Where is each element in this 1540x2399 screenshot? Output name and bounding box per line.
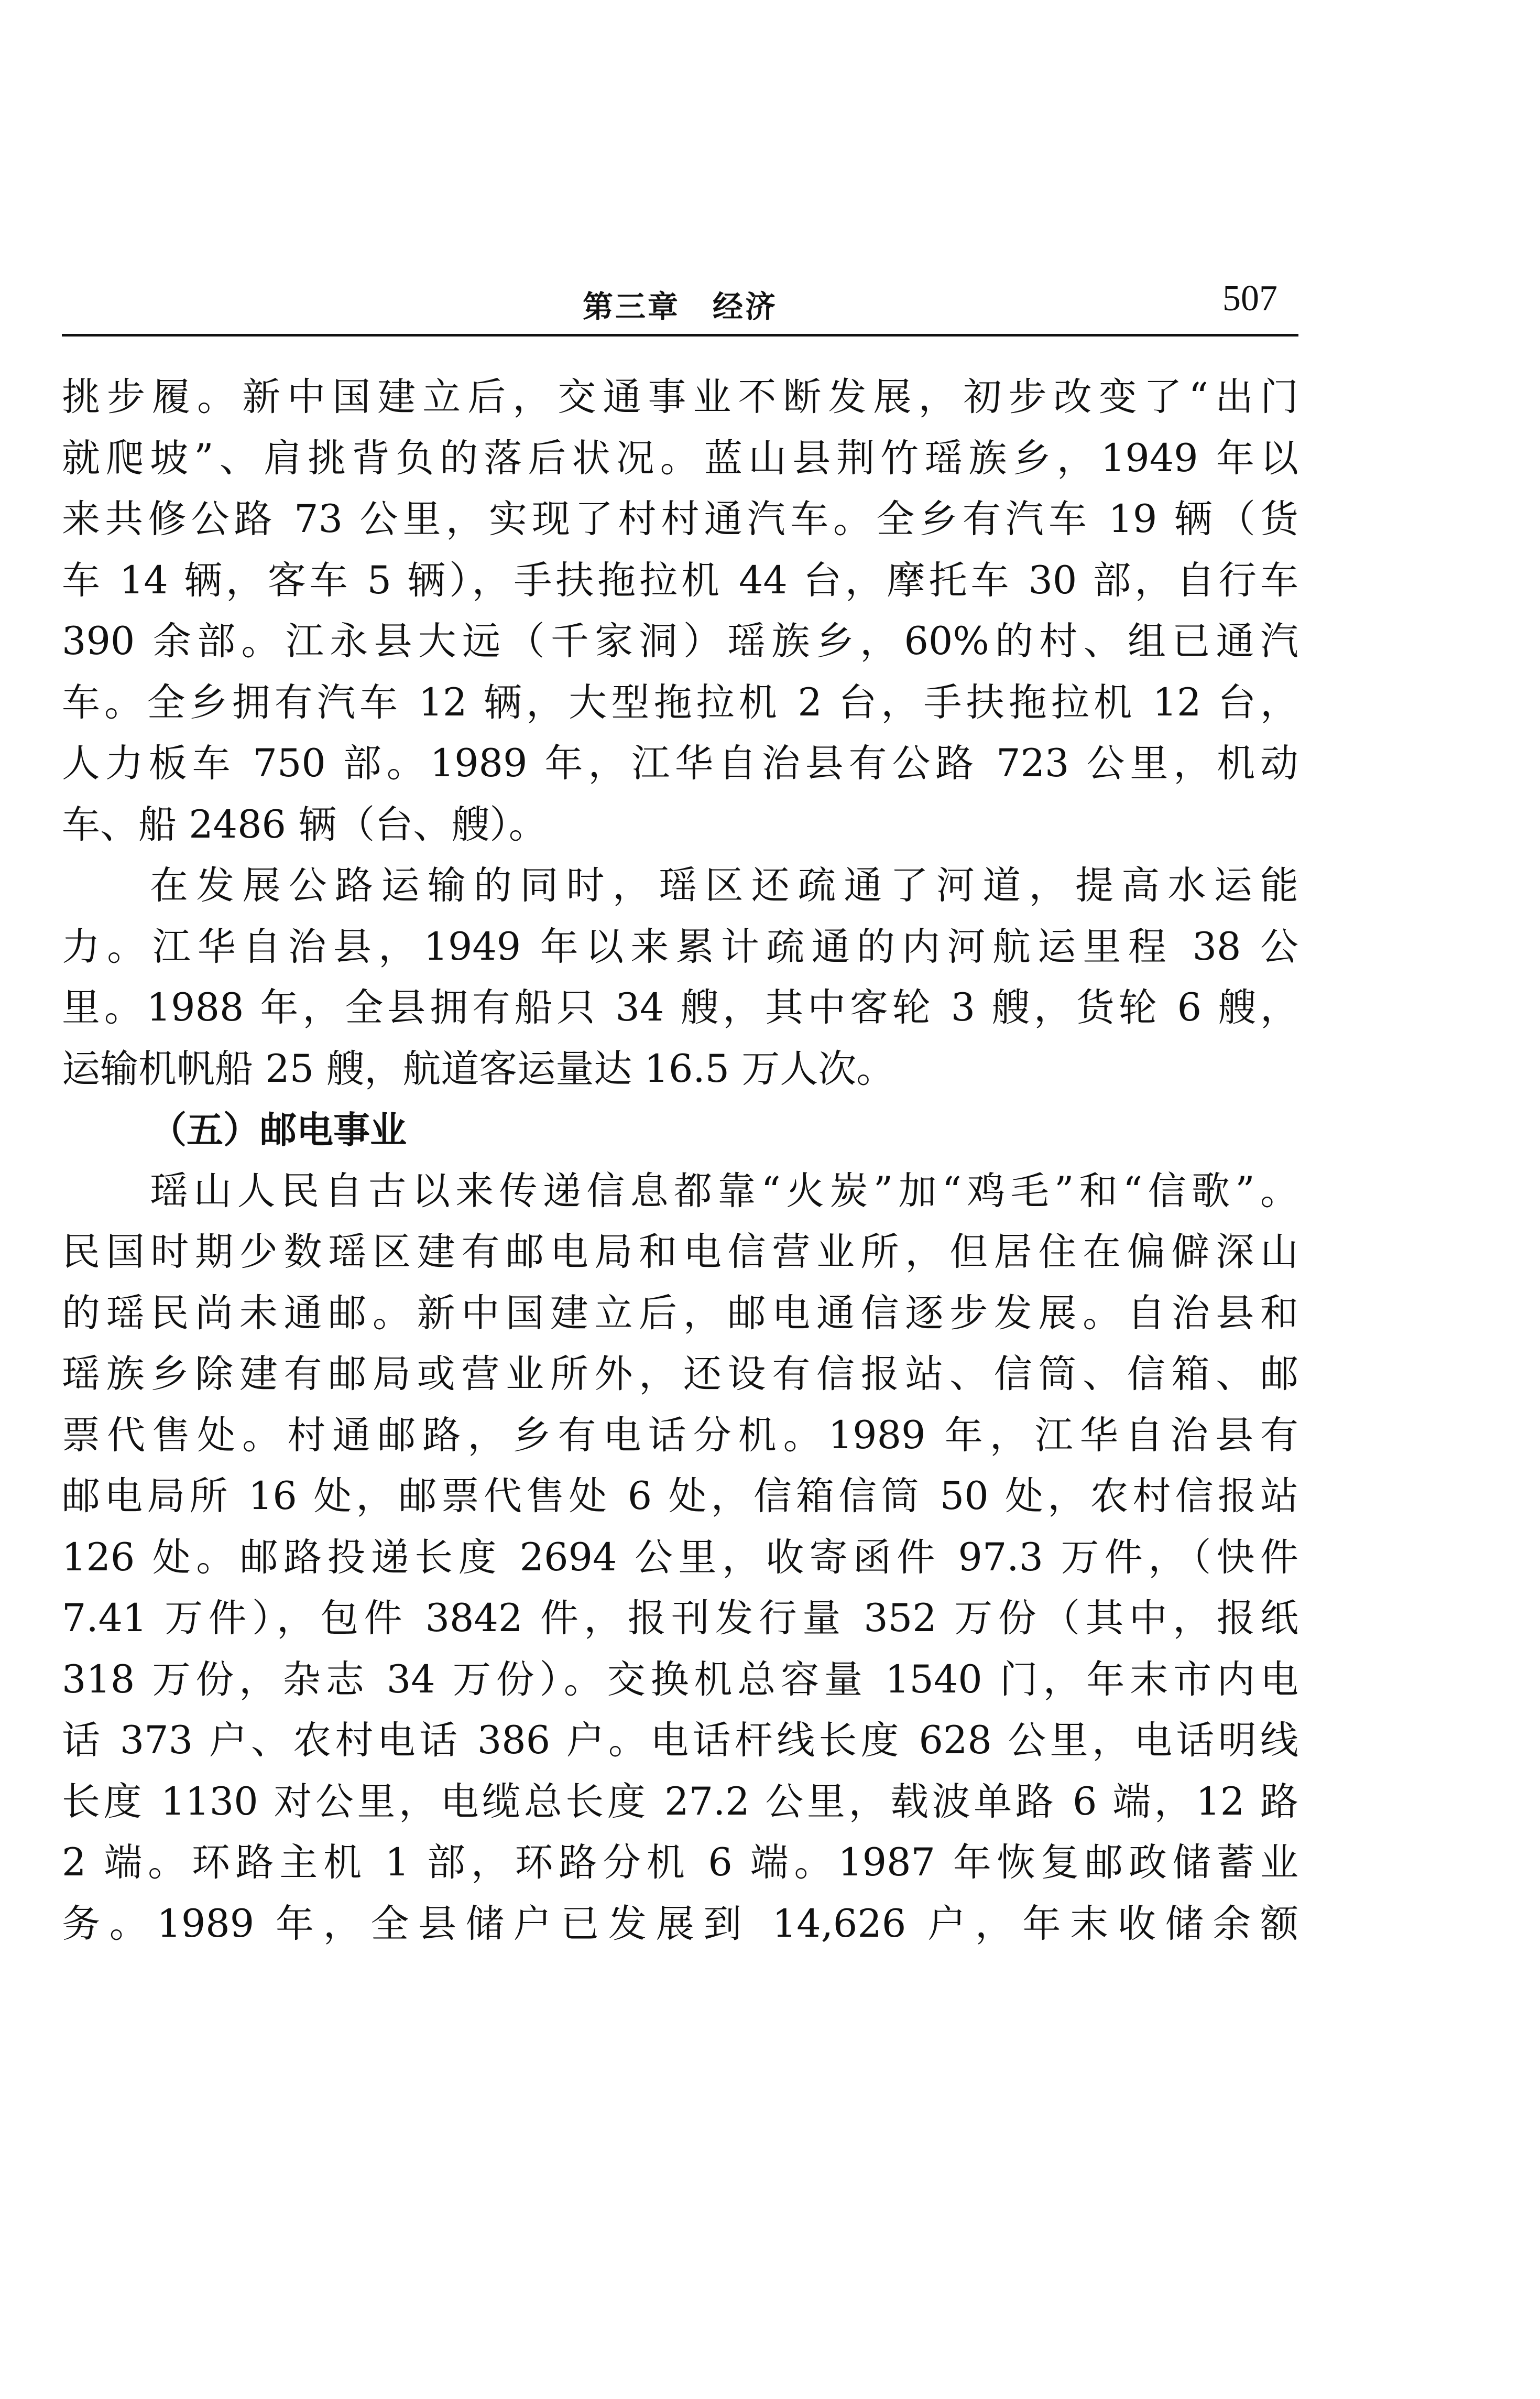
text-line: 的瑶民尚未通邮。新中国建立后，邮电通信逐步发展。自治县和 [62,1290,1298,1336]
text-line: 126 处。邮路投递长度 2694 公里，收寄函件 97.3 万件，（快件 [62,1535,1298,1580]
text-line: 里。1988 年，全县拥有船只 34 艘，其中客轮 3 艘，货轮 6 艘， [62,985,1298,1030]
text-line: 7.41 万件），包件 3842 件，报刊发行量 352 万份（其中，报纸 [62,1596,1298,1641]
text-line: 运输机帆船 25 艘，航道客运量达 16.5 万人次。 [62,1046,895,1091]
text-line: 务。1989 年，全县储户已发展到 14,626 户，年末收储余额 [62,1901,1298,1946]
text-line: 来共修公路 73 公里，实现了村村通汽车。全乡有汽车 19 辆（货 [62,497,1298,541]
text-line: 长度 1130 对公里，电缆总长度 27.2 公里，载波单路 6 端，12 路 [62,1779,1298,1824]
header-rule [62,334,1298,336]
text-line: 在发展公路运输的同时，瑶区还疏通了河道，提高水运能 [150,863,1298,908]
text-line: 车 14 辆，客车 5 辆），手扶拖拉机 44 台，摩托车 30 部，自行车 [62,558,1298,603]
text-line: 话 373 户、农村电话 386 户。电话杆线长度 628 公里，电话明线 [62,1718,1298,1763]
body-text [62,367,1298,1955]
text-line: 人力板车 750 部。1989 年，江华自治县有公路 723 公里，机动 [62,741,1298,786]
text-line: 瑶族乡除建有邮局或营业所外，还设有信报站、信筒、信箱、邮 [62,1352,1298,1396]
text-line: 挑步履。新中国建立后，交通事业不断发展，初步改变了“出门 [62,375,1298,419]
text-line: 邮电局所 16 处，邮票代售处 6 处，信箱信筒 50 处，农村信报站 [62,1474,1298,1518]
text-line: 民国时期少数瑶区建有邮电局和电信营业所，但居住在偏僻深山 [62,1230,1298,1274]
text-line: 车、船 2486 辆（台、艘）。 [62,802,547,847]
chapter-title: 第三章 经济 [582,289,778,324]
section-heading: （五）邮电事业 [150,1109,407,1152]
text-line: 票代售处。村通邮路，乡有电话分机。1989 年，江华自治县有 [62,1413,1298,1458]
text-line: 2 端。环路主机 1 部，环路分机 6 端。1987 年恢复邮政储蓄业 [62,1840,1298,1885]
text-line: 390 余部。江永县大远（千家洞）瑶族乡，60%的村、组已通汽 [62,619,1298,664]
text-line: 318 万份，杂志 34 万份）。交换机总容量 1540 门，年末市内电 [62,1657,1298,1702]
text-line: 就爬坡”、肩挑背负的落后状况。蓝山县荆竹瑶族乡，1949 年以 [62,436,1298,481]
page-number: 507 [1222,278,1277,319]
text-line: 力。江华自治县，1949 年以来累计疏通的内河航运里程 38 公 [62,924,1298,969]
running-head [62,273,1298,323]
text-line: 车。全乡拥有汽车 12 辆，大型拖拉机 2 台，手扶拖拉机 12 台， [62,680,1298,725]
text-line: 瑶山人民自古以来传递信息都靠“火炭”加“鸡毛”和“信歌”。 [150,1168,1298,1213]
